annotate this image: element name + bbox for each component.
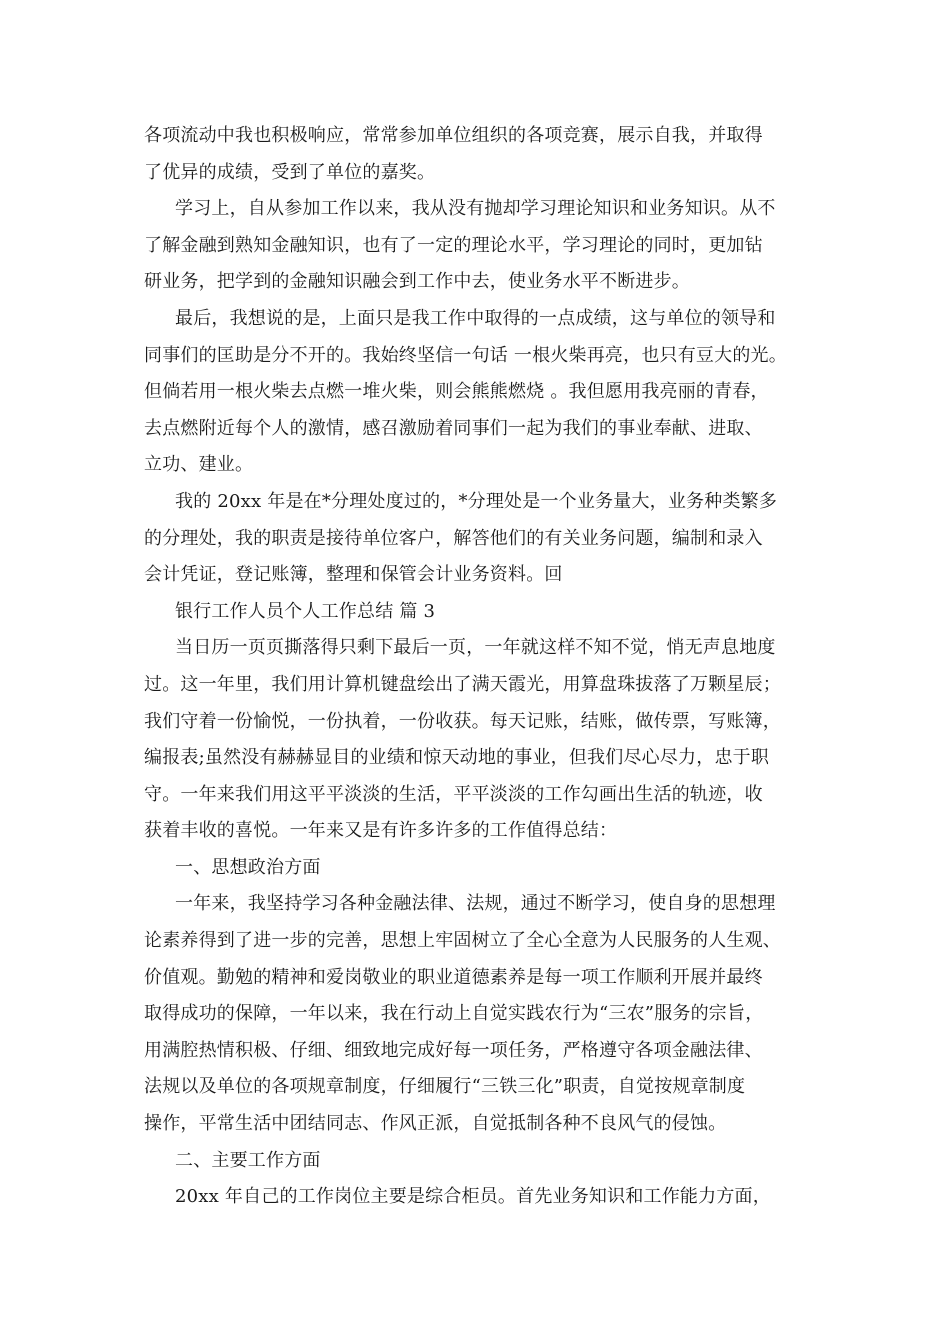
- text-line: 价值观。勤勉的精神和爱岗敬业的职业道德素养是每一项工作顺利开展并最终: [144, 966, 763, 988]
- text-line: 一年来，我坚持学习各种金融法律、法规，通过不断学习，使自身的思想理: [175, 893, 776, 915]
- text-line: 去点燃附近每个人的激情，感召激励着同事们一起为我们的事业奉献、进取、: [144, 417, 763, 439]
- text-line: 我们守着一份愉悦，一份执着，一份收获。每天记账，结账，做传票，写账簿，: [144, 710, 781, 732]
- text-line: 会计凭证，登记账簿，整理和保管会计业务资料。回: [144, 564, 563, 586]
- text-line: 立功、建业。: [144, 454, 254, 476]
- section-heading: 二、主要工作方面: [175, 1149, 321, 1171]
- text-line: 最后，我想说的是，上面只是我工作中取得的一点成绩，这与单位的领导和: [175, 307, 776, 329]
- text-line: 用满腔热情积极、仔细、细致地完成好每一项任务，严格遵守各项金融法律、: [144, 1039, 763, 1061]
- section-title: 银行工作人员个人工作总结 篇 3: [175, 600, 436, 622]
- text-line: 编报表;虽然没有赫赫显目的业绩和惊天动地的事业，但我们尽心尽力，忠于职: [144, 747, 770, 769]
- text-line: 研业务，把学到的金融知识融会到工作中去，使业务水平不断进步。: [144, 271, 690, 293]
- text-line: 取得成功的保障，一年以来，我在行动上自觉实践农行为“三农”服务的宗旨，: [144, 1003, 764, 1025]
- text-line: 当日历一页页撕落得只剩下最后一页，一年就这样不知不觉，悄无声息地度: [175, 637, 776, 659]
- text-line: 了优异的成绩，受到了单位的嘉奖。: [144, 161, 436, 183]
- text-line: 论素养得到了进一步的完善，思想上牢固树立了全心全意为人民服务的人生观、: [144, 930, 781, 952]
- text-line: 20xx 年自己的工作岗位主要是综合柜员。首先业务知识和工作能力方面，: [175, 1186, 771, 1208]
- text-line: 了解金融到熟知金融知识，也有了一定的理论水平，学习理论的同时，更加钻: [144, 234, 763, 256]
- text-line: 守。一年来我们用这平平淡淡的生活，平平淡淡的工作勾画出生活的轨迹，收: [144, 783, 763, 805]
- text-line: 的分理处，我的职责是接待单位客户，解答他们的有关业务问题，编制和录入: [144, 527, 763, 549]
- text-line: 我的 20xx 年是在*分理处度过的，*分理处是一个业务量大，业务种类繁多: [175, 490, 778, 512]
- section-heading: 一、思想政治方面: [175, 856, 321, 878]
- text-line: 同事们的匡助是分不开的。我始终坚信一句话 一根火柴再亮，也只有豆大的光。: [144, 344, 787, 366]
- text-line: 但倘若用一根火柴去点燃一堆火柴，则会熊熊燃烧 。我但愿用我亮丽的青春，: [144, 381, 769, 403]
- text-line: 学习上，自从参加工作以来，我从没有抛却学习理论知识和业务知识。从不: [175, 198, 776, 220]
- text-line: 各项流动中我也积极响应，常常参加单位组织的各项竞赛，展示自我，并取得: [144, 125, 763, 146]
- text-line: 操作，平常生活中团结同志、作风正派，自觉抵制各种不良风气的侵蚀。: [144, 1113, 727, 1135]
- text-line: 过。这一年里，我们用计算机键盘绘出了满天霞光，用算盘珠拔落了万颗星辰；: [144, 673, 781, 695]
- text-line: 获着丰收的喜悦。一年来又是有许多许多的工作值得总结：: [144, 820, 618, 842]
- text-line: 法规以及单位的各项规章制度，仔细履行“三铁三化”职责，自觉按规章制度: [144, 1076, 746, 1098]
- document-body: [144, 118, 816, 1216]
